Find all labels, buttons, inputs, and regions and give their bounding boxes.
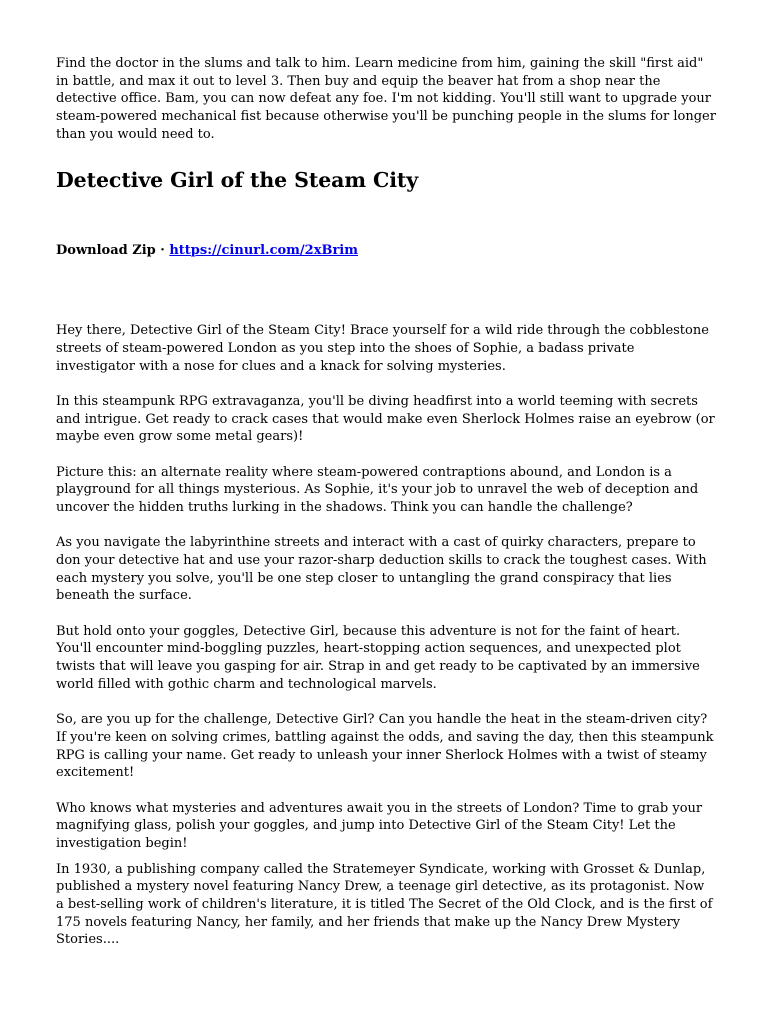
body-paragraph: As you navigate the labyrinthine streets and interact with a cast of quirky characters, prepare to don your detective hat and use your razor-sharp deduction skills to crack the toughest cases. With each mystery you solve, you'll be one step closer to untangling the grand conspiracy that lies beneath the surface. <box>56 535 707 604</box>
body-paragraph: Who knows what mysteries and adventures await you in the streets of London? Time to grab your magnifying glass, polish your goggles, and jump into Detective Girl of the Steam City! Let the investigation begin! <box>56 800 703 851</box>
intro-paragraph: Find the doctor in the slums and talk to him. Learn medicine from him, gaining the skill "first aid" in battle, and max it out to level 3. Then buy and equip the beaver hat from a shop near the detective office. Bam, you can now defeat any foe. I'm not kidding. You'll still want to upgrade your steam-powered mechanical fist because otherwise you'll be punching people in the slums for longer than you would need to. <box>56 56 716 142</box>
download-link[interactable]: https://cinurl.com/2xBrim <box>169 242 358 258</box>
download-line <box>56 242 716 260</box>
document-page <box>56 55 716 967</box>
body-paragraph: Picture this: an alternate reality where steam-powered contraptions abound, and London is a playground for all things mysterious. As Sophie, it's your job to unravel the web of deception and uncover the hidden truths lurking in the shadows. Think you can handle the challenge? <box>56 464 699 516</box>
body-paragraph: So, are you up for the challenge, Detective Girl? Can you handle the heat in the steam-driven city? If you're keen on solving crimes, battling against the odds, and saving the day, then this steampunk RPG is calling your name. Get ready to unleash your inner Sherlock Holmes with a twist of steamy excitement! <box>56 712 714 781</box>
body-paragraph: Hey there, Detective Girl of the Steam City! Brace yourself for a wild ride through the cobblestone streets of steam-powered London as you step into the shoes of Sophie, a badass private investigator with a nose for clues and a knack for solving mysteries. <box>56 323 709 374</box>
body-paragraph: In this steampunk RPG extravaganza, you'll be diving headfirst into a world teeming with secrets and intrigue. Get ready to crack cases that would make even Sherlock Holmes raise an eyebrow (or maybe even grow some metal gears)! <box>56 393 715 445</box>
body-paragraph: In 1930, a publishing company called the Stratemeyer Syndicate, working with Grosset & Dunlap, published a mystery novel featuring Nancy Drew, a teenage girl detective, as its protagonist. Now a best-selling work of children's literature, it is titled The Secret of the Old Clock, and is the first of 175 novels featuring Nancy, her family, and her friends that make up the Nancy Drew Mystery Stories.... <box>56 861 713 948</box>
page-title: Detective Girl of the Steam City <box>56 167 419 192</box>
article-body <box>56 322 716 949</box>
body-paragraph: But hold onto your goggles, Detective Girl, because this adventure is not for the faint of heart. You'll encounter mind-boggling puzzles, heart-stopping action sequences, and unexpected plot twists that will leave you gasping for air. Strap in and get ready to be captivated by an immersive world filled with gothic charm and technological marvels. <box>56 623 700 692</box>
download-label: Download Zip · <box>56 242 170 258</box>
